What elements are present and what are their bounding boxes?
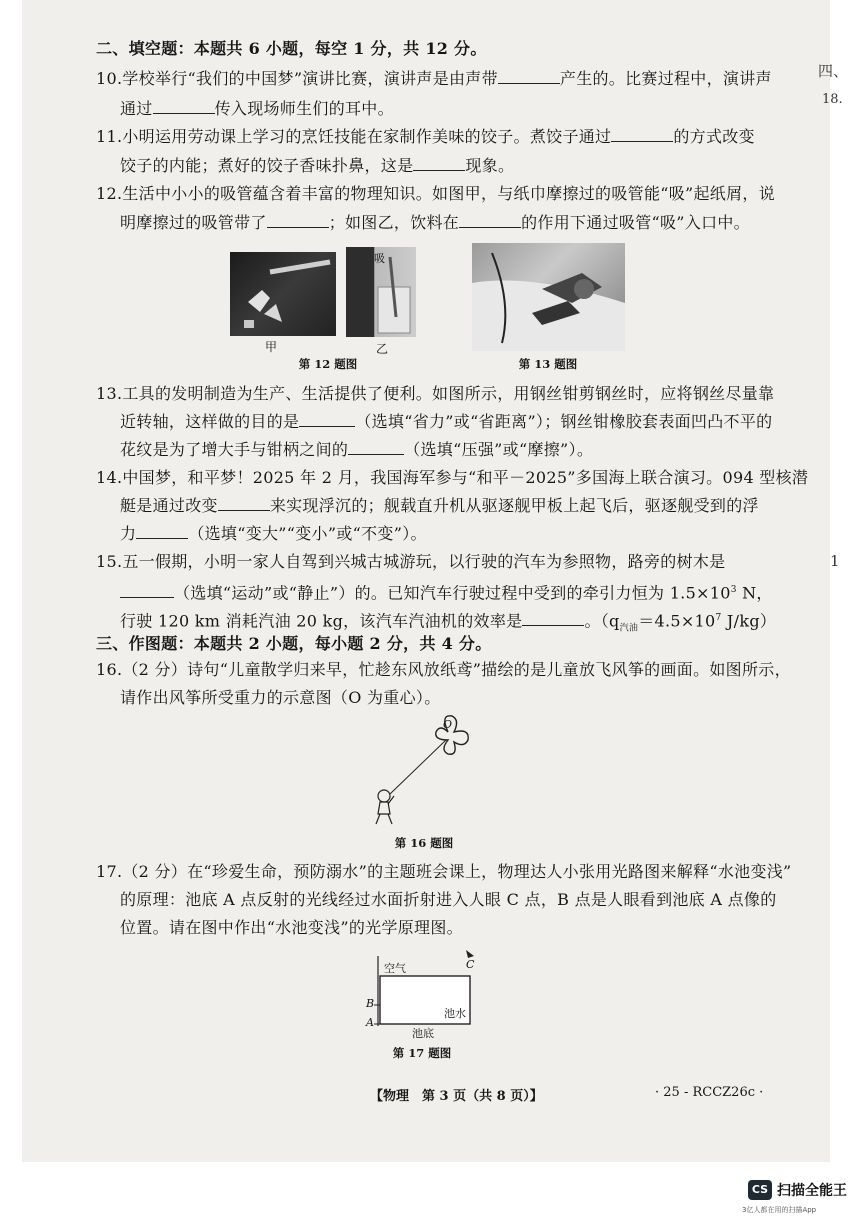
q14-text-d: 来实现浮沉的；舰载直升机从驱逐舰甲板上起飞后，驱逐舰受到的浮 <box>269 496 759 515</box>
q13-blank-1 <box>299 412 355 427</box>
figure-16-kite-diagram <box>360 710 490 830</box>
page-code: · 25 - RCCZ26c · <box>655 1085 764 1100</box>
q15-text-f-mid: ＝4.5×10 <box>638 611 716 631</box>
figure-17-c-label: C <box>466 958 475 971</box>
eye-icon <box>466 950 474 958</box>
q17-text-a: 17.（2 分）在“珍爱生命，预防溺水”的主题班会课上，物理达人小张用光路图来解释“水池变浅” <box>96 862 792 881</box>
q12-text-d: ；如图乙，饮料在 <box>328 213 460 232</box>
section-2-heading: 二、填空题：本题共 6 小题，每空 1 分，共 12 分。 <box>96 39 487 58</box>
q15-text-a: 15.五一假期，小明一家人自驾到兴城古城游玩，以行驶的汽车为参照物，路旁的树木是 <box>96 552 726 571</box>
q14-blank-2 <box>136 524 188 539</box>
q11-text-d: 现象。 <box>465 156 515 175</box>
q13-text-d: （选填“省力”或“省距离”）；钢丝钳橡胶套表面凹凸不平的 <box>355 412 773 431</box>
q15-exp-3: 3 <box>730 585 737 595</box>
child-head <box>378 790 390 802</box>
q14-text-a: 14.中国梦，和平梦！2025 年 2 月，我国海军参与“和平－2025”多国海上联合演习。094 型核潜 <box>96 468 809 487</box>
q17-text-c: 位置。请在图中作出“水池变浅”的光学原理图。 <box>120 918 463 937</box>
figure-16-caption: 第 16 题图 <box>394 836 454 850</box>
figure-13-caption: 第 13 题图 <box>518 357 578 371</box>
question-10-line-1 <box>96 68 772 90</box>
question-17-line-2 <box>120 889 777 911</box>
question-14-line-2 <box>120 495 759 517</box>
q13-text-e: 花纹是为了增大手与钳柄之间的 <box>120 440 349 459</box>
figure-17-a-label: A <box>366 1016 374 1029</box>
q11-text-a: 11.小明运用劳动课上学习的烹饪技能在家制作美味的饺子。煮饺子通过 <box>96 127 612 146</box>
q15-text-e: 行驶 120 km 消耗汽油 20 kg，该汽车汽油机的效率是 <box>120 611 523 631</box>
figure-12-xi-label: 吸 <box>374 252 385 265</box>
question-13-line-3 <box>120 439 593 461</box>
camscanner-slogan: 3亿人都在用的扫描App <box>742 1206 817 1214</box>
figure-17-water-label: 池水 <box>444 1007 466 1020</box>
q17-text-b: 的原理：池底 A 点反射的光线经过水面折射进入人眼 C 点，B 点是人眼看到池底 A 点像的 <box>120 890 777 909</box>
q11-text-c: 饺子的内能；煮好的饺子香味扑鼻，这是 <box>120 156 414 175</box>
q15-text-c: （选填“运动”或“静止”）的。已知汽车行驶过程中受到的牵引力恒为 1.5×10 <box>174 583 731 603</box>
question-11-line-1 <box>96 126 755 148</box>
question-12-line-2 <box>120 212 750 234</box>
page-footer: 【物理 第 3 页（共 8 页）】 <box>370 1089 543 1104</box>
margin-note-18: 18. <box>822 92 843 107</box>
q10-text-a: 10.学校举行“我们的中国梦”演讲比赛，演讲声是由声带 <box>96 69 498 88</box>
q12-text-e: 的作用下通过吸管“吸”入口中。 <box>521 213 750 232</box>
straw-paper-scraps-image <box>230 252 336 336</box>
q13-text-c: 近转轴，这样做的目的是 <box>120 412 300 431</box>
q16-text-b: 请作出风筝所受重力的示意图（O 为重心）。 <box>120 688 441 707</box>
q15-exp-7: 7 <box>715 613 722 623</box>
question-10-line-2 <box>120 98 394 120</box>
q11-text-b: 的方式改变 <box>673 127 755 146</box>
q13-text-a: 13.工具的发明制造为生产、生活提供了便利。如图所示，用钢丝钳剪钢丝时，应将钢丝尽量靠 <box>96 384 775 403</box>
q14-text-c: 艇是通过改变 <box>120 496 218 515</box>
q11-blank-2 <box>413 156 465 171</box>
figure-17-caption: 第 17 题图 <box>392 1046 452 1060</box>
figure-12-jia-label: 甲 <box>265 340 278 354</box>
q10-text-c: 通过 <box>120 99 153 118</box>
margin-note-mid: 1 <box>830 552 840 570</box>
figure-17-b-label: B <box>366 997 375 1010</box>
q14-blank-1 <box>218 496 270 511</box>
question-16-line-1 <box>96 659 791 681</box>
q16-text-a: 16.（2 分）诗句“儿童散学归来早，忙趁东风放纸鸢”描绘的是儿童放飞风筝的画面。如图所示， <box>96 660 791 679</box>
q14-text-e: 力 <box>120 524 137 543</box>
margin-note-top: 四、 <box>818 62 849 80</box>
wire-pliers-image <box>472 243 625 351</box>
q11-blank-1 <box>611 127 673 142</box>
figure-13-photo <box>472 243 625 351</box>
q15-text-f-tail: J/kg） <box>721 611 777 631</box>
figure-12-caption: 第 12 题图 <box>298 357 358 371</box>
q10-blank-1 <box>498 69 560 84</box>
camscanner-logo: CS <box>748 1180 772 1200</box>
q12-text-a: 12.生活中小小的吸管蕴含着丰富的物理知识。如图甲，与纸巾摩擦过的吸管能“吸”起纸屑，说 <box>96 184 776 203</box>
q15-text-f: 。（q <box>584 611 620 631</box>
question-15-line-1 <box>96 551 725 573</box>
q14-text-f: （选填“变大”“变小”或“不变”）。 <box>188 524 427 543</box>
question-16-line-2 <box>120 687 441 709</box>
q15-blank-1 <box>120 583 174 598</box>
camscanner-name: 扫描全能王 <box>777 1183 847 1199</box>
question-17-line-1 <box>96 861 792 883</box>
q12-blank-1 <box>267 213 329 228</box>
q13-blank-2 <box>348 440 404 455</box>
q10-blank-2 <box>153 99 215 114</box>
kite-string <box>390 740 446 794</box>
q10-text-d: 传入现场师生们的耳中。 <box>214 99 394 118</box>
question-14-line-3 <box>120 523 427 545</box>
q15-sub-gasoline: 汽油 <box>619 623 639 634</box>
figure-17-air-label: 空气 <box>384 962 406 975</box>
q15-text-c-tail: N， <box>736 583 773 603</box>
section-3-heading: 三、作图题：本题共 2 小题，每小题 2 分，共 4 分。 <box>96 634 492 653</box>
question-15-line-2 <box>120 579 773 604</box>
figure-12-jia-photo <box>230 252 336 336</box>
figure-17-bottom-label: 池底 <box>412 1027 434 1040</box>
question-14-line-1 <box>96 467 808 489</box>
question-13-line-2 <box>120 411 772 433</box>
figure-12-yi-label: 乙 <box>376 342 389 356</box>
question-12-line-1 <box>96 183 775 205</box>
q15-blank-2 <box>522 611 584 626</box>
figure-16-o-label: O <box>443 718 453 731</box>
question-13-line-1 <box>96 383 774 405</box>
q13-text-f: （选填“压强”或“摩擦”）。 <box>404 440 594 459</box>
q10-text-b: 产生的。比赛过程中，演讲声 <box>559 69 772 88</box>
figure-17-pool-diagram <box>362 946 482 1036</box>
q12-blank-2 <box>459 213 521 228</box>
question-17-line-3 <box>120 917 463 939</box>
question-11-line-2 <box>120 155 514 177</box>
q12-text-c: 明摩擦过的吸管带了 <box>120 213 267 232</box>
